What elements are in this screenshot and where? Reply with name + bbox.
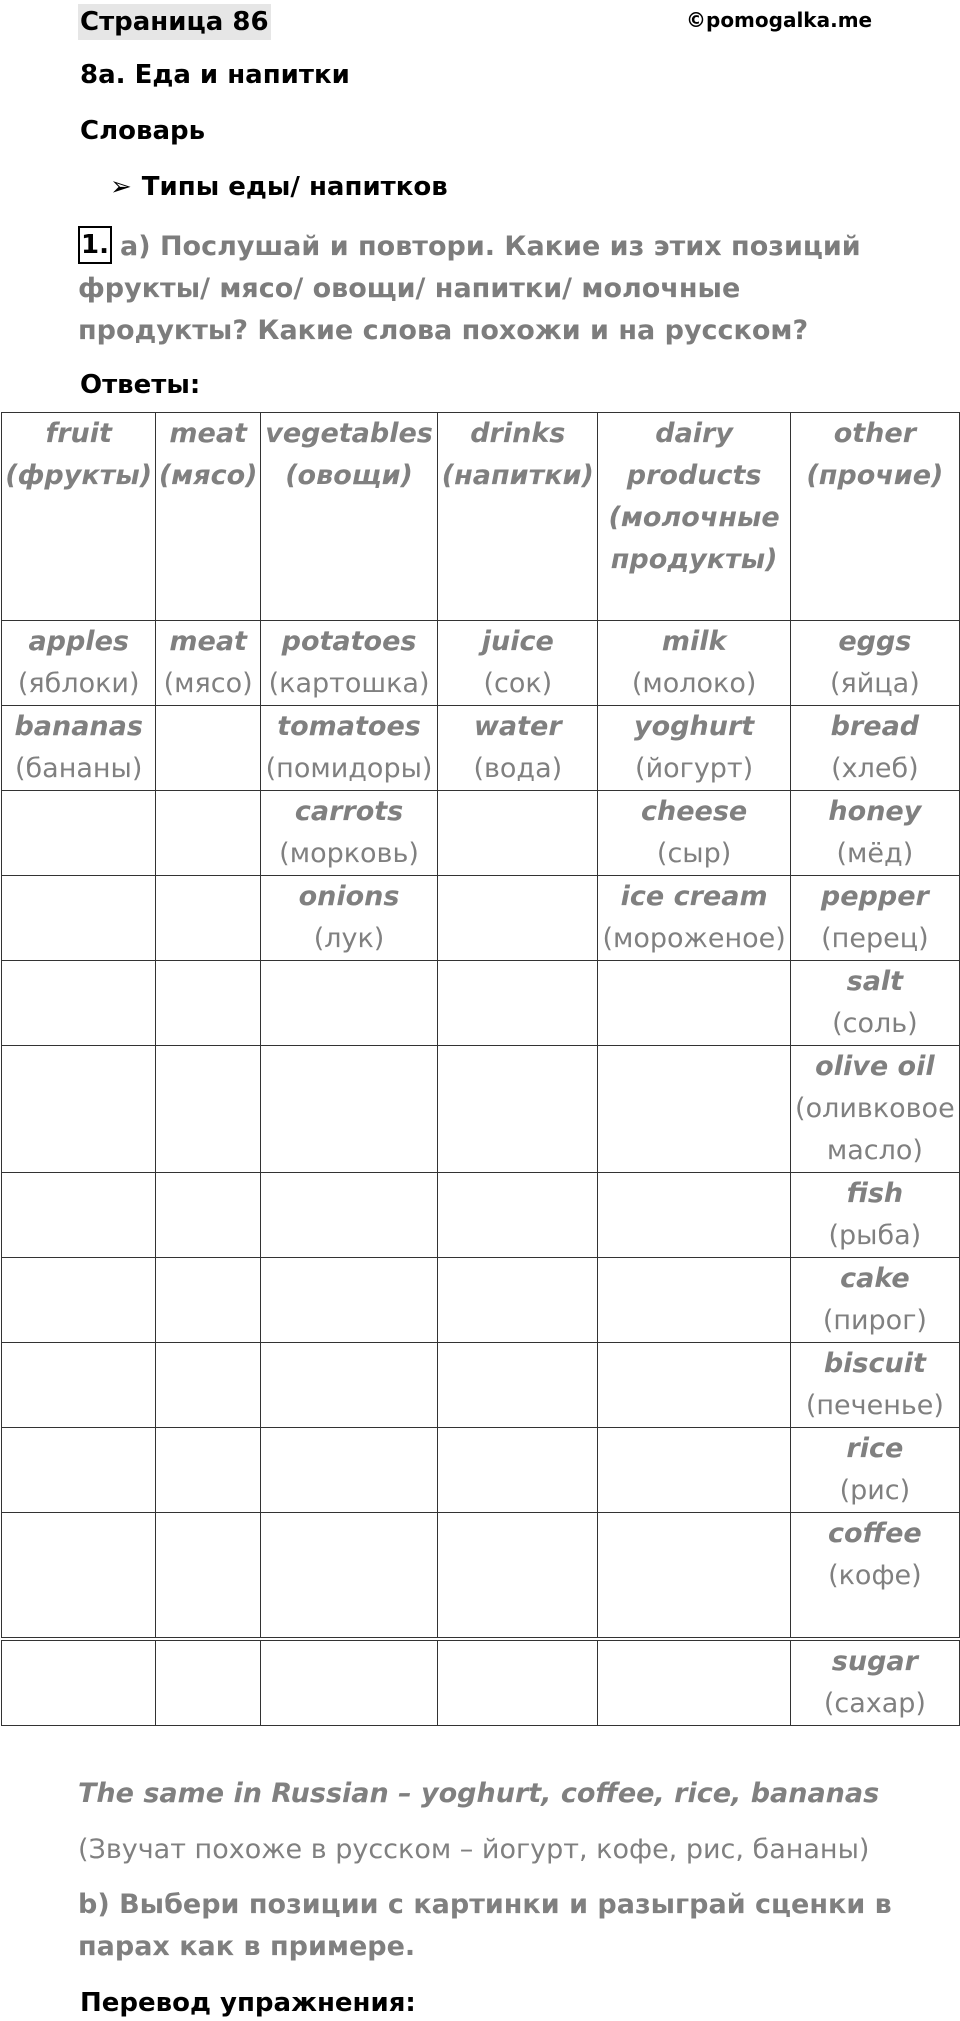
table-cell xyxy=(2,791,156,876)
word-en: carrots xyxy=(294,796,404,827)
table-cell xyxy=(598,706,790,791)
table-cell xyxy=(438,1343,598,1428)
word-en: eggs xyxy=(838,626,912,657)
table-cell xyxy=(2,1173,156,1258)
table-cell xyxy=(156,1428,261,1513)
table-cell xyxy=(438,791,598,876)
table-cell xyxy=(790,706,959,791)
subsection-title: Типы еды/ напитков xyxy=(141,172,448,202)
word-ru: (бананы) xyxy=(14,753,143,784)
word-ru: (яблоки) xyxy=(17,668,140,699)
table-cell xyxy=(156,961,261,1046)
table-cell xyxy=(790,1343,959,1428)
table-cell xyxy=(2,706,156,791)
table-cell xyxy=(156,621,261,706)
table-cell xyxy=(156,706,261,791)
word-ru: (сок) xyxy=(483,668,553,699)
table-cell xyxy=(156,1173,261,1258)
word-en: milk xyxy=(661,626,727,657)
table-cell xyxy=(438,961,598,1046)
table-row xyxy=(2,1258,960,1343)
word-en: meat xyxy=(169,626,247,657)
table-cell xyxy=(2,1258,156,1343)
table-cell xyxy=(598,1258,790,1343)
site-watermark: ©pomogalka.me xyxy=(686,8,873,32)
table-row xyxy=(2,621,960,706)
table-cell xyxy=(598,1513,790,1639)
table-cell xyxy=(260,961,437,1046)
table-cell xyxy=(2,1428,156,1513)
word-en: salt xyxy=(846,966,904,997)
table-cell xyxy=(598,1046,790,1173)
table-cell xyxy=(260,1173,437,1258)
word-ru: (сахар) xyxy=(823,1687,926,1719)
table-cell xyxy=(260,706,437,791)
word-en: fish xyxy=(846,1178,904,1209)
table-cell xyxy=(2,1046,156,1173)
table-cell xyxy=(2,876,156,961)
word-en: coffee xyxy=(828,1518,922,1549)
word-ru: (йогурт) xyxy=(635,753,754,784)
table-cell xyxy=(598,1428,790,1513)
word-ru: (лук) xyxy=(313,923,385,954)
table-cell xyxy=(2,621,156,706)
word-en: yoghurt xyxy=(634,711,755,742)
header-cell: meat (мясо) xyxy=(156,413,261,621)
header-cell: dairy products (молочные продукты) xyxy=(598,413,790,621)
table-cell xyxy=(790,1639,959,1726)
word-ru: (рыба) xyxy=(828,1220,922,1251)
word-en: water xyxy=(473,711,562,742)
word-ru: (хлеб) xyxy=(831,753,919,784)
table-cell xyxy=(438,706,598,791)
table-cell xyxy=(438,1258,598,1343)
word-ru: (яйца) xyxy=(829,668,920,699)
table-cell xyxy=(438,1428,598,1513)
word-ru: (пирог) xyxy=(822,1305,927,1336)
table-row xyxy=(2,1639,960,1726)
word-ru: (картошка) xyxy=(268,668,430,699)
task-part-b: b) Выбери позиции с картинки и разыграй сценки в парах как в примере. xyxy=(78,1889,892,1962)
header-cell: fruit (фрукты) xyxy=(2,413,156,621)
table-cell xyxy=(598,1639,790,1726)
table-cell xyxy=(790,621,959,706)
word-en: cake xyxy=(840,1263,910,1294)
table-cell xyxy=(790,1173,959,1258)
word-ru: (соль) xyxy=(832,1008,918,1039)
word-en: bread xyxy=(830,711,920,742)
word-en: biscuit xyxy=(823,1348,926,1379)
table-cell xyxy=(790,876,959,961)
table-row xyxy=(2,1513,960,1639)
table-cell xyxy=(438,621,598,706)
table-cell xyxy=(790,1046,959,1173)
table-cell xyxy=(790,961,959,1046)
table-cell xyxy=(156,1639,261,1726)
word-en: onions xyxy=(298,881,400,912)
table-row xyxy=(2,791,960,876)
table-cell xyxy=(438,876,598,961)
table-cell xyxy=(260,1258,437,1343)
table-cell xyxy=(2,1343,156,1428)
word-ru: (молоко) xyxy=(631,668,757,699)
table-cell xyxy=(260,1639,437,1726)
word-en: juice xyxy=(481,626,554,657)
word-en: bananas xyxy=(14,711,143,742)
table-cell xyxy=(438,1046,598,1173)
table-cell xyxy=(790,1513,959,1639)
table-cell xyxy=(260,621,437,706)
table-header-row xyxy=(2,413,960,621)
same-in-russian-translation: (Звучат похоже в русском – йогурт, кофе, рис, бананы) xyxy=(78,1834,870,1865)
table-row xyxy=(2,706,960,791)
word-ru: (мёд) xyxy=(836,838,914,869)
table-row xyxy=(2,1046,960,1173)
table-cell xyxy=(2,1513,156,1639)
task-text: a) Послушай и повтори. Какие из этих позиций фрукты/ мясо/ овощи/ напитки/ молочные продукты? Какие слова похожи и на русском? xyxy=(78,231,861,346)
table-row xyxy=(2,1343,960,1428)
header-cell: other (прочие) xyxy=(790,413,959,621)
table-cell xyxy=(260,1046,437,1173)
table-cell xyxy=(790,1428,959,1513)
header-cell: drinks (напитки) xyxy=(438,413,598,621)
word-ru: (рис) xyxy=(839,1475,911,1506)
table-cell xyxy=(598,1343,790,1428)
table-cell xyxy=(156,1258,261,1343)
table-cell xyxy=(156,1513,261,1639)
word-en: potatoes xyxy=(281,626,417,657)
arrow-bullet-icon: ➢ xyxy=(110,172,132,202)
subsection-heading xyxy=(110,172,448,202)
word-ru: (морковь) xyxy=(279,838,419,869)
table-cell xyxy=(598,961,790,1046)
word-en: rice xyxy=(846,1433,904,1464)
table-cell xyxy=(260,1343,437,1428)
word-ru: (мясо) xyxy=(163,668,253,699)
table-cell xyxy=(156,1343,261,1428)
word-ru: (вода) xyxy=(473,753,563,784)
table-cell xyxy=(598,791,790,876)
table-row xyxy=(2,961,960,1046)
table-cell xyxy=(790,1258,959,1343)
word-en: honey xyxy=(828,796,922,827)
task-number-box: 1. xyxy=(78,226,112,264)
dictionary-heading: Словарь xyxy=(80,116,206,146)
header-cell: vegetables (овощи) xyxy=(260,413,437,621)
word-ru: (мороженое) xyxy=(602,923,786,954)
word-ru: (печенье) xyxy=(805,1390,944,1421)
table-cell xyxy=(260,876,437,961)
table-row xyxy=(2,876,960,961)
word-en: pepper xyxy=(820,881,929,912)
table-cell xyxy=(156,791,261,876)
same-in-russian-line: The same in Russian – yoghurt, coffee, rice, bananas xyxy=(78,1778,880,1809)
answers-heading: Ответы: xyxy=(80,370,201,400)
word-ru: (оливковое масло) xyxy=(795,1093,955,1166)
word-ru: (перец) xyxy=(821,923,929,954)
table-cell xyxy=(438,1513,598,1639)
table-cell xyxy=(790,791,959,876)
table-cell xyxy=(2,1639,156,1726)
word-en: apples xyxy=(28,626,129,657)
table-cell xyxy=(260,1428,437,1513)
section-title: 8a. Еда и напитки xyxy=(80,60,350,90)
word-en: tomatoes xyxy=(277,711,421,742)
table-cell xyxy=(438,1639,598,1726)
word-ru: (помидоры) xyxy=(265,753,433,784)
table-cell xyxy=(598,1173,790,1258)
table-row xyxy=(2,1173,960,1258)
table-cell xyxy=(260,1513,437,1639)
word-ru: (кофе) xyxy=(828,1560,922,1591)
word-en: ice cream xyxy=(620,881,768,912)
word-en: sugar xyxy=(831,1645,918,1677)
page-number-label: Страница 86 xyxy=(78,4,271,40)
table-cell xyxy=(598,621,790,706)
table-cell xyxy=(156,876,261,961)
word-ru: (сыр) xyxy=(656,838,732,869)
table-cell xyxy=(598,876,790,961)
table-row xyxy=(2,1428,960,1513)
task-instruction xyxy=(78,226,898,352)
table-cell xyxy=(438,1173,598,1258)
translation-heading: Перевод упражнения: xyxy=(80,1988,416,2018)
word-en: cheese xyxy=(641,796,748,827)
table-cell xyxy=(260,791,437,876)
word-en: olive oil xyxy=(815,1051,935,1082)
food-categories-table xyxy=(1,412,960,1726)
table-cell xyxy=(156,1046,261,1173)
table-cell xyxy=(2,961,156,1046)
